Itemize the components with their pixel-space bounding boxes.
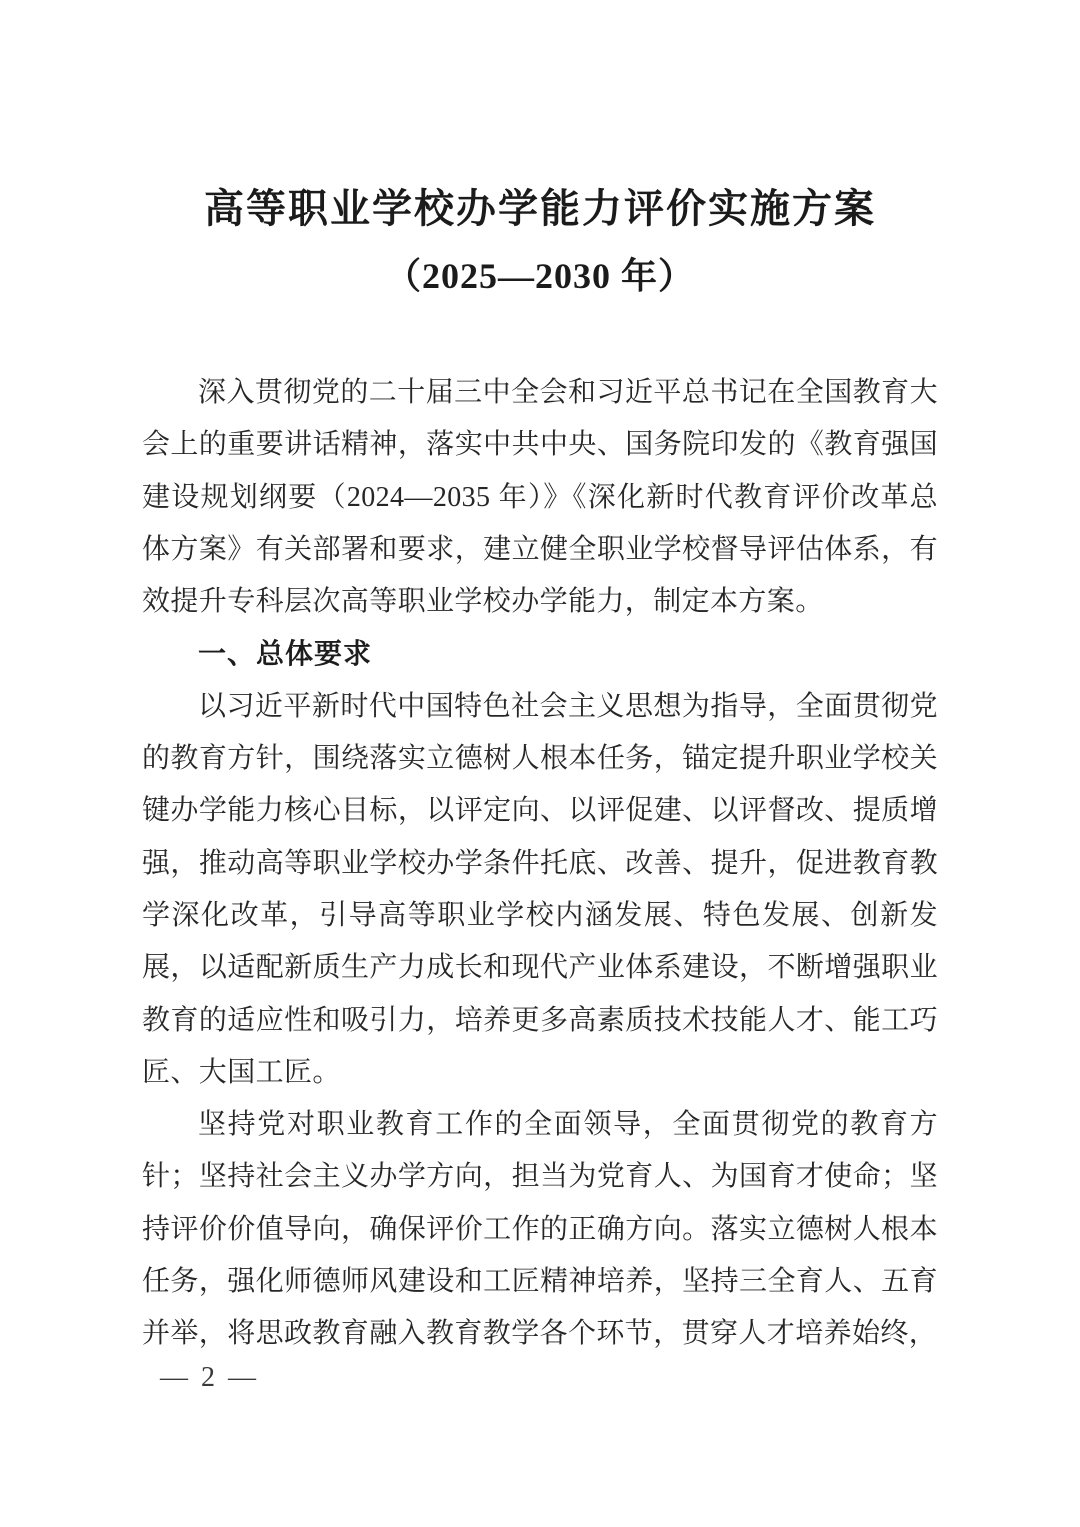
paragraph-intro: 深入贯彻党的二十届三中全会和习近平总书记在全国教育大会上的重要讲话精神，落实中共中央、国务院印发的《教育强国建设规划纲要（2024—2035 年）》《深化新时代教育评价改革总体方案》有关部署和要求，建立健全职业学校督导评估体系，有效提升专科层次高等职业学校办学能力，制定本方案。 — [142, 377, 938, 618]
document-title: 高等职业学校办学能力评价实施方案 — [204, 186, 876, 231]
document-subtitle: （2025—2030 年） — [384, 256, 695, 296]
paragraph-guiding-ideology: 以习近平新时代中国特色社会主义思想为指导，全面贯彻党的教育方针，围绕落实立德树人根本任务，锚定提升职业学校关键办学能力核心目标，以评定向、以评促建、以评督改、提质增强，推动高等职业学校办学条件托底、改善、提升，促进教育教学深化改革，引导高等职业学校内涵发展、特色发展、创新发展，以适配新质生产力成长和现代产业体系建设，不断增强职业教育的适应性和吸引力，培养更多高素质技术技能人才、能工巧匠、大国工匠。 — [142, 690, 938, 1088]
paragraph-party-leadership: 坚持党对职业教育工作的全面领导，全面贯彻党的教育方针；坚持社会主义办学方向，担当为党育人、为国育才使命；坚持评价价值导向，确保评价工作的正确方向。落实立德树人根本任务，强化师德师风建设和工匠精神培养，坚持三全育人、五育并举，将思政教育融入教育教学各个环节，贯穿人才培养始终， — [142, 1109, 938, 1350]
document-body — [142, 367, 938, 1361]
page-number: — 2 — — [160, 1362, 259, 1393]
section-heading-overall-requirements: 一、总体要求 — [198, 638, 373, 670]
